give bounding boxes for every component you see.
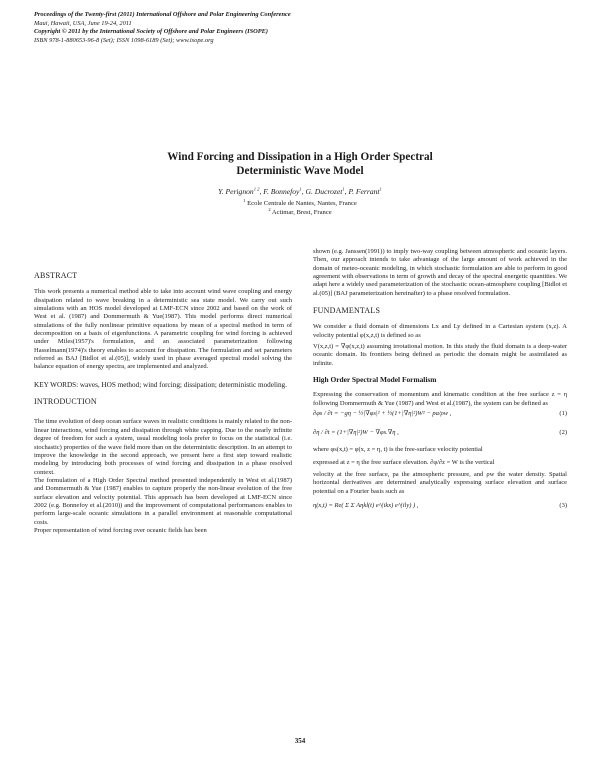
left-column — [34, 248, 292, 535]
keywords: KEY WORDS: waves, HOS method; wind forcing; dissipation; deterministic modeling. — [34, 380, 287, 389]
equation-1-lhs: ∂φs / ∂t — [313, 410, 333, 418]
fundamentals-paragraph-2: V(x,z,t) = ∇φ(x,z,t) assuming irrotational motion. In this study the fluid domain is a deep-water oceanic domain. Its frontiers being defined as periodic the domain might be assimilated as infinite. — [313, 343, 567, 367]
affiliations — [0, 199, 600, 217]
header-isbn: ISBN 978-1-880653-96-8 (Set); ISSN 1098-6189 (Set); www.isope.org — [34, 36, 214, 44]
author-4-affil: 1 — [379, 186, 382, 192]
hos-heading: High Order Spectral Model Formalism — [313, 375, 437, 385]
right-intro-text: shown (e.g. Janssen(1991)) to imply two-way coupling between atmospheric and oceanic layers. Then, our approach intends to take advantage of the large amount of work achieved in the domain of meteo-oceanic modeling, in which stochastic formulation are able to perform in good agreement with observations in term of growth and decay of the spectral energetic quantities. We adapt here a widely used parameterization of the stochastic ocean-atmosphere coupling [Bidlot et al.(05)] (BAJ parameterization hereinafter) to a phase resolved formulation. — [313, 248, 567, 297]
equation-2-number: (2) — [559, 429, 567, 437]
conference-header — [34, 11, 574, 45]
author-2-affil: 1 — [299, 186, 302, 192]
header-location: Maui, Hawaii, USA, June 19-24, 2011 — [34, 19, 132, 27]
equation-1-body — [313, 410, 451, 418]
abstract-heading: ABSTRACT — [34, 271, 78, 280]
author-3-affil: 1 — [342, 186, 345, 192]
author-2: , F. Bonnefoy — [259, 187, 300, 196]
abstract-text: This work presents a numerical method able to take into account wind wave coupling and energy dissipation related to wave breaking in a deterministic sea state model. We carry out such simulations with an HOS model developed at LMF-ECN since 2002 and based on the work of West et al. (1987) and Dommermuth & Yue(1987). This model performs direct numerical simulations of the fully nonlinear primitive equations by mean of a spectral method in term of decomposition on a basis of eigenfunctions. A parametric coupling for wind forcing is achieved under Miles(1957)'s formulation, and an associated parameterization following Hasselmann(1974)'s theory enables to account for dissipation. The formulation and set parameters referred as BAJ [Bidlot et al.(05)], widely used in phase averaged spectral model solving the balance equation of energy spectra, are implemented and analyzed. — [34, 288, 292, 371]
equation-1 — [313, 408, 567, 427]
introduction-paragraph-3: Proper representation of wind forcing over oceanic fields has been — [34, 526, 207, 534]
equation-3 — [313, 500, 567, 522]
affiliation-1 — [0, 199, 600, 208]
title-line-1: Wind Forcing and Dissipation in a High Order Spectral — [167, 151, 433, 163]
paper-title — [0, 151, 600, 178]
equation-2 — [313, 427, 567, 446]
hos-paragraph-2: where φs(x,t) = φ(x, z = η, t) is the free-surface velocity potential — [313, 446, 483, 454]
page-number: 354 — [294, 737, 306, 745]
author-1-affil: 1 2 — [253, 186, 260, 192]
right-column — [313, 248, 567, 522]
hos-paragraph-4: velocity at the free surface, pa the atmospheric pressure, and ρw the water density. Spatial horizontal derivatives are determined analytically expressing surface elevation and surface potential on a Fourier basis such as — [313, 470, 567, 495]
author-1: Y. Perignon — [218, 187, 254, 196]
equation-2-rhs: = (1+|∇η|²)W − ∇φs.∇η , — [331, 429, 399, 437]
equation-2-lhs: ∂η / ∂t — [313, 429, 330, 437]
author-3: , G. Ducrozet — [301, 187, 343, 196]
affiliation-2 — [0, 208, 600, 217]
introduction-heading: INTRODUCTION — [34, 397, 97, 407]
fundamentals-heading: FUNDAMENTALS — [313, 306, 381, 316]
equation-1-number: (1) — [559, 410, 567, 418]
introduction-paragraph-2: The formulation of a High Order Spectral method presented independently in West et al.(1987) and Dommermuth & Yue (1987) enables to capture properly the non-linear evolution of the free surface elevation and velocity potential. This approach has been developed at LMF-ECN since 2002 (e.g. Bonnefoy et al.(2010)) and the improvement of computational performances enables to perform large-scale oceanic simulations in a parallel environment at reasonable computational costs. — [34, 476, 292, 526]
affiliation-2-mark: 2 — [268, 206, 271, 212]
equation-3-number: (3) — [559, 501, 567, 509]
equation-2-body — [313, 429, 399, 437]
equation-1-rhs: = −gη − ½|∇φs|² + ½(1+|∇η|²)W² − pa/ρw , — [334, 410, 452, 418]
affiliation-1-text: Ecole Centrale de Nantes, Nantes, France — [245, 200, 357, 207]
hos-paragraph-3: expressed at z = η the free surface elevation. ∂φ/∂z = W is the vertical — [313, 458, 495, 466]
author-4: , P. Ferrant — [344, 187, 380, 196]
affiliation-2-text: Actimar, Brest, France — [270, 209, 332, 216]
header-copyright: Copyright © 2011 by the International Society of Offshore and Polar Engineers (ISOPE) — [34, 28, 269, 36]
header-proceedings: Proceedings of the Twenty-first (2011) International Offshore and Polar Engineering Conference — [34, 11, 291, 18]
title-line-2: Deterministic Wave Model — [236, 164, 364, 177]
equation-3-body: η(x,t) = Re( Σ Σ Aηkl(t) e^(ikx) e^(ily) ) , — [313, 501, 419, 509]
affiliation-1-mark: 1 — [243, 197, 246, 203]
hos-paragraph-1: Expressing the conservation of momentum and kinematic condition at the free surface z = η following Dommermuth & Yue (1987) and West et al.(1987), the system can be defined as — [313, 391, 567, 407]
introduction-paragraph-1: The time evolution of deep ocean surface waves in realistic conditions is mainly related to the non-linear interactions, wind forcing and dissipation through white capping. Due to the nearly infinite degree of freedom for such a system, usual modeling tools prefer to focus on the statistical (i.e. stochastic) properties of the wave field more than on the deterministic description. In an attempt to improve the knowledge in the second approach, we present here a first step toward realistic modeling by introducing both processes of wind forcing and dissipation in a phase resolved context. — [34, 418, 292, 476]
author-list — [0, 187, 600, 197]
fundamentals-paragraph-1: We consider a fluid domain of dimensions Lx and Ly defined in a Cartesian system (x,z). A velocity potential φ(x,z,t) is defined so as — [313, 323, 567, 339]
